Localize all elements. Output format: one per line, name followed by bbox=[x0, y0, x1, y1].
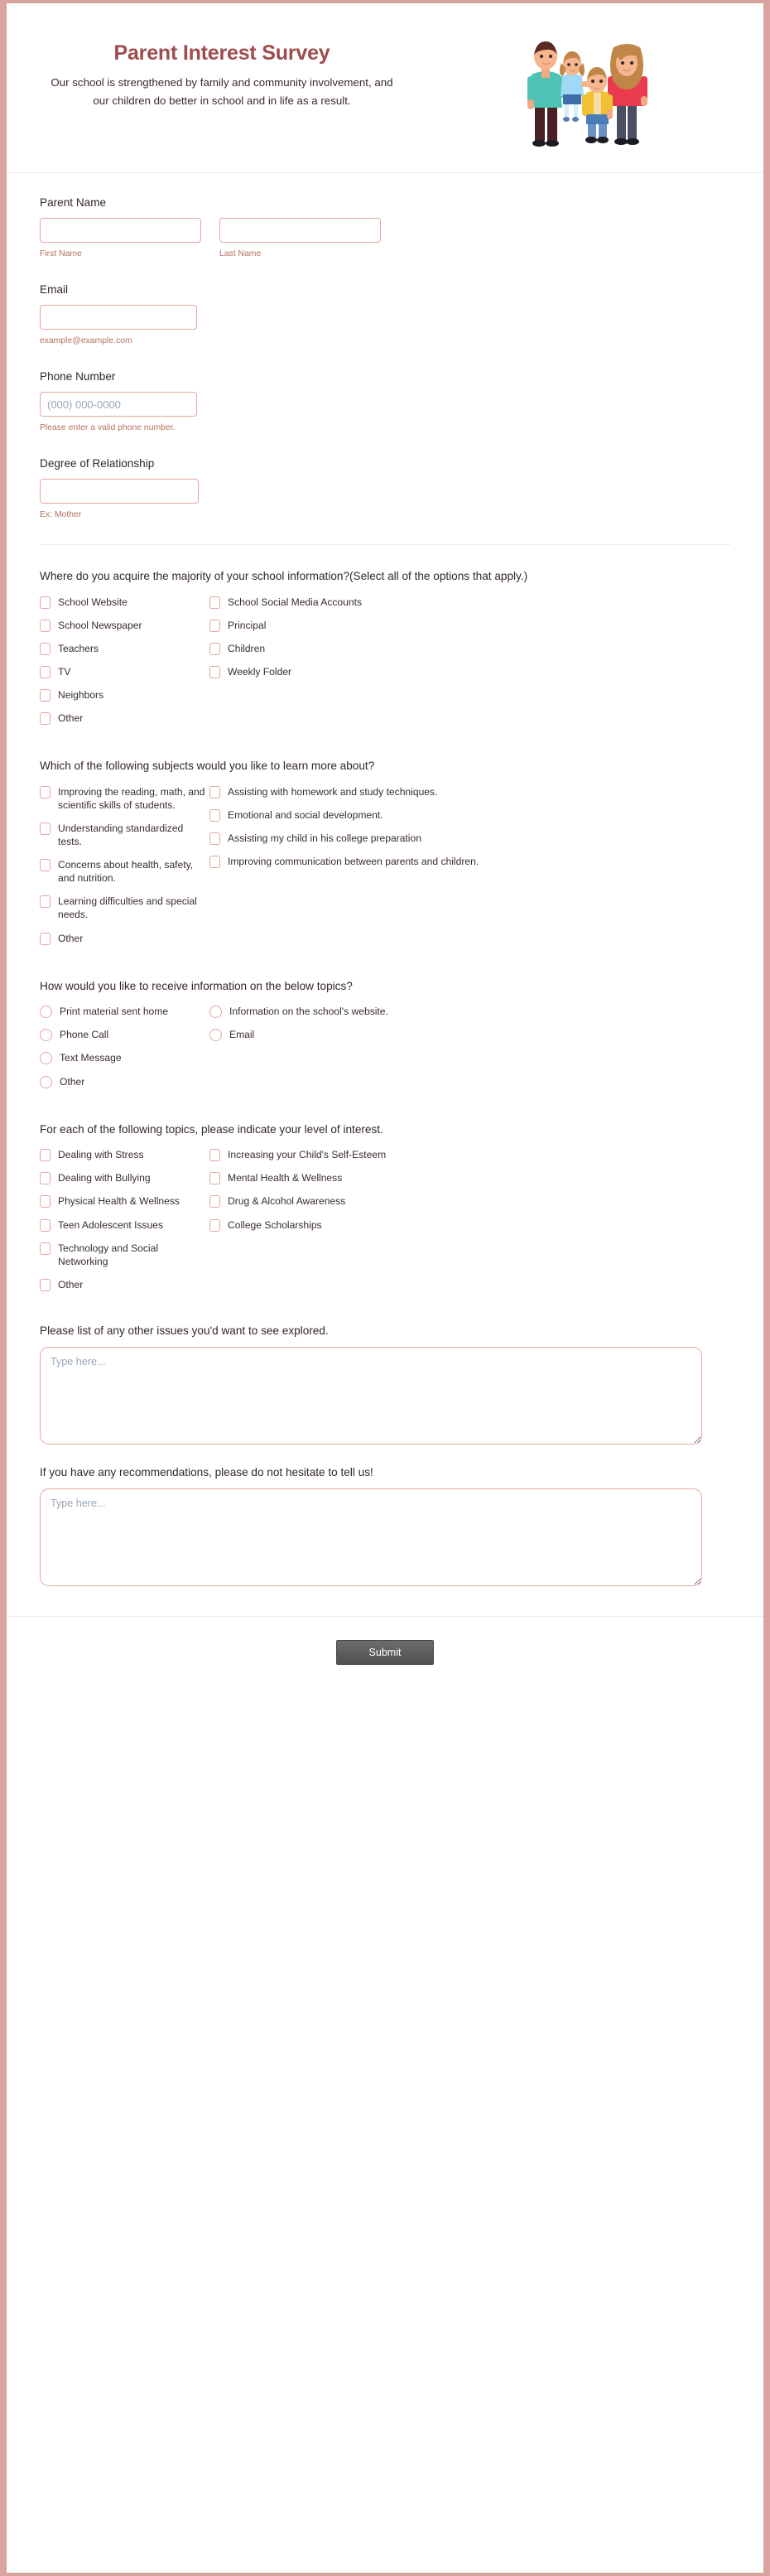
choice-label: Principal bbox=[228, 619, 267, 631]
radio-option[interactable] bbox=[40, 1005, 209, 1018]
checkbox-option[interactable] bbox=[40, 619, 209, 632]
checkbox-option[interactable] bbox=[40, 712, 209, 725]
choice-label: Other bbox=[58, 712, 84, 725]
checkbox-option[interactable] bbox=[209, 832, 730, 845]
checkbox-option[interactable] bbox=[40, 1148, 209, 1161]
choice-label: Phone Call bbox=[60, 1029, 109, 1041]
checkbox-icon[interactable] bbox=[40, 1219, 51, 1232]
checkbox-option[interactable] bbox=[40, 932, 209, 945]
checkbox-option[interactable] bbox=[40, 1218, 209, 1232]
choice-label: TV bbox=[58, 665, 71, 678]
radio-option[interactable] bbox=[40, 1028, 209, 1041]
checkbox-option[interactable] bbox=[40, 785, 209, 812]
submit-button[interactable]: Submit bbox=[336, 1640, 434, 1665]
group-question: Where do you acquire the majority of your school information?(Select all of the options that apply.) bbox=[40, 570, 528, 582]
checkbox-icon[interactable] bbox=[209, 620, 220, 632]
checkbox-option[interactable] bbox=[209, 642, 730, 655]
form-footer bbox=[7, 1616, 763, 1700]
choice-column-right bbox=[209, 1148, 730, 1301]
checkbox-icon[interactable] bbox=[209, 856, 220, 868]
choice-label: Other bbox=[58, 932, 84, 944]
choice-label: Assisting with homework and study techniques. bbox=[228, 785, 438, 798]
section-divider bbox=[40, 544, 730, 545]
choice-group bbox=[40, 978, 730, 1098]
phone-input[interactable] bbox=[40, 392, 197, 417]
header-text-block bbox=[40, 31, 396, 109]
radio-icon[interactable] bbox=[40, 1052, 52, 1064]
checkbox-option[interactable] bbox=[209, 1194, 730, 1208]
field-phone bbox=[40, 370, 730, 432]
checkbox-option[interactable] bbox=[40, 1171, 209, 1184]
checkbox-icon[interactable] bbox=[209, 809, 220, 822]
checkbox-icon[interactable] bbox=[40, 933, 51, 945]
choice-label: School Newspaper bbox=[58, 619, 142, 631]
choice-group bbox=[40, 1122, 730, 1301]
checkbox-option[interactable] bbox=[209, 855, 730, 868]
checkbox-icon[interactable] bbox=[40, 1279, 51, 1291]
choice-label: Dealing with Bullying bbox=[58, 1172, 151, 1184]
checkbox-option[interactable] bbox=[209, 619, 730, 632]
relationship-input[interactable] bbox=[40, 479, 199, 504]
radio-icon[interactable] bbox=[40, 1006, 52, 1018]
checkbox-icon[interactable] bbox=[209, 643, 220, 655]
parent-name-label: Parent Name bbox=[40, 196, 107, 209]
phone-label: Phone Number bbox=[40, 370, 116, 383]
phone-hint: Please enter a valid phone number. bbox=[40, 423, 176, 432]
free-text-input[interactable] bbox=[40, 1488, 702, 1586]
checkbox-option[interactable] bbox=[40, 858, 209, 885]
radio-option[interactable] bbox=[209, 1005, 730, 1018]
group-question: Which of the following subjects would you like to learn more about? bbox=[40, 760, 375, 773]
choice-label: Increasing your Child's Self-Esteem bbox=[228, 1149, 387, 1161]
free-text-block bbox=[40, 1324, 730, 1445]
checkbox-option[interactable] bbox=[40, 688, 209, 702]
choice-column-right bbox=[209, 785, 730, 955]
choice-groups bbox=[40, 568, 730, 1301]
checkbox-icon[interactable] bbox=[40, 596, 51, 609]
checkbox-option[interactable] bbox=[209, 1171, 730, 1184]
choice-grid bbox=[40, 785, 730, 955]
choice-label: Improving communication between parents and children. bbox=[228, 856, 479, 868]
choice-label: Teachers bbox=[58, 642, 99, 654]
checkbox-icon[interactable] bbox=[209, 596, 220, 609]
checkbox-option[interactable] bbox=[40, 1278, 209, 1291]
field-email bbox=[40, 283, 730, 345]
checkbox-option[interactable] bbox=[40, 596, 209, 609]
checkbox-icon[interactable] bbox=[209, 1172, 220, 1184]
radio-icon[interactable] bbox=[40, 1029, 52, 1041]
field-relationship bbox=[40, 457, 730, 519]
choice-label: Neighbors bbox=[58, 689, 104, 702]
free-text-sections bbox=[40, 1324, 730, 1586]
checkbox-icon[interactable] bbox=[209, 786, 220, 798]
choice-label: School Social Media Accounts bbox=[228, 596, 363, 608]
checkbox-icon[interactable] bbox=[40, 859, 51, 871]
checkbox-icon[interactable] bbox=[40, 822, 51, 835]
checkbox-icon[interactable] bbox=[209, 1195, 220, 1208]
choice-label: Dealing with Stress bbox=[58, 1149, 144, 1161]
relationship-label: Degree of Relationship bbox=[40, 457, 155, 470]
checkbox-icon[interactable] bbox=[40, 786, 51, 798]
checkbox-option[interactable] bbox=[40, 665, 209, 678]
checkbox-icon[interactable] bbox=[40, 1242, 51, 1255]
first-name-input[interactable] bbox=[40, 218, 201, 243]
choice-label: Learning difficulties and special needs. bbox=[58, 895, 197, 921]
choice-label: Mental Health & Wellness bbox=[228, 1172, 343, 1184]
checkbox-icon[interactable] bbox=[40, 643, 51, 655]
choice-label: Teen Adolescent Issues bbox=[58, 1218, 164, 1231]
checkbox-option[interactable] bbox=[40, 1194, 209, 1208]
checkbox-icon[interactable] bbox=[209, 832, 220, 845]
choice-label: Physical Health & Wellness bbox=[58, 1195, 180, 1208]
choice-column-left bbox=[40, 1148, 209, 1301]
choice-label: School Website bbox=[58, 596, 128, 608]
checkbox-option[interactable] bbox=[209, 785, 730, 798]
radio-icon[interactable] bbox=[209, 1006, 222, 1018]
field-parent-name bbox=[40, 196, 730, 258]
radio-icon[interactable] bbox=[40, 1076, 52, 1088]
choice-label: Understanding standardized tests. bbox=[58, 822, 184, 848]
group-question: For each of the following topics, please indicate your level of interest. bbox=[40, 1122, 383, 1136]
checkbox-option[interactable] bbox=[209, 596, 730, 609]
choice-column-left bbox=[40, 1005, 209, 1097]
choice-column-right bbox=[209, 1005, 730, 1097]
checkbox-icon[interactable] bbox=[40, 689, 51, 702]
choice-label: Print material sent home bbox=[60, 1006, 169, 1018]
choice-label: Other bbox=[60, 1075, 85, 1088]
checkbox-option[interactable] bbox=[209, 808, 730, 822]
checkbox-option[interactable] bbox=[209, 1218, 730, 1232]
checkbox-icon[interactable] bbox=[209, 1149, 220, 1161]
choice-label: Concerns about health, safety, and nutrition. bbox=[58, 859, 194, 885]
choice-label: Drug & Alcohol Awareness bbox=[228, 1195, 346, 1208]
form-header bbox=[7, 3, 763, 173]
choice-label: Children bbox=[228, 642, 266, 654]
choice-group bbox=[40, 568, 730, 735]
checkbox-icon[interactable] bbox=[40, 895, 51, 908]
checkbox-icon[interactable] bbox=[40, 1149, 51, 1161]
email-hint: example@example.com bbox=[40, 336, 132, 345]
choice-group bbox=[40, 758, 730, 954]
form-body bbox=[7, 173, 763, 1616]
email-input[interactable] bbox=[40, 305, 197, 330]
free-text-input[interactable] bbox=[40, 1347, 702, 1445]
free-text-label: If you have any recommendations, please do not hesitate to tell us! bbox=[40, 1465, 373, 1479]
checkbox-option[interactable] bbox=[209, 665, 730, 678]
free-text-label: Please list of any other issues you'd want to see explored. bbox=[40, 1324, 329, 1337]
last-name-input[interactable] bbox=[219, 218, 381, 243]
checkbox-icon[interactable] bbox=[209, 1219, 220, 1232]
checkbox-option[interactable] bbox=[40, 642, 209, 655]
last-name-hint: Last Name bbox=[219, 249, 262, 258]
checkbox-option[interactable] bbox=[40, 822, 209, 848]
checkbox-icon[interactable] bbox=[40, 620, 51, 632]
free-text-block bbox=[40, 1466, 730, 1586]
email-label: Email bbox=[40, 283, 68, 296]
first-name-hint: First Name bbox=[40, 249, 82, 258]
radio-option[interactable] bbox=[40, 1075, 209, 1088]
checkbox-icon[interactable] bbox=[40, 1195, 51, 1208]
checkbox-icon[interactable] bbox=[40, 1172, 51, 1184]
choice-grid bbox=[40, 1148, 730, 1301]
choice-label: Assisting my child in his college preparation bbox=[228, 832, 421, 845]
checkbox-icon[interactable] bbox=[40, 666, 51, 678]
page-title: Parent Interest Survey bbox=[113, 41, 330, 65]
radio-option[interactable] bbox=[209, 1028, 730, 1041]
choice-grid bbox=[40, 1005, 730, 1097]
choice-column-right bbox=[209, 596, 730, 735]
checkbox-option[interactable] bbox=[209, 1148, 730, 1161]
choice-label: Improving the reading, math, and scientific skills of students. bbox=[58, 785, 205, 811]
checkbox-option[interactable] bbox=[40, 1242, 209, 1268]
family-illustration-icon bbox=[517, 33, 666, 149]
choice-label: College Scholarships bbox=[228, 1218, 322, 1231]
choice-label: Weekly Folder bbox=[228, 665, 292, 678]
choice-label: Text Message bbox=[60, 1052, 122, 1064]
choice-label: Emotional and social development. bbox=[228, 808, 383, 821]
choice-column-left bbox=[40, 596, 209, 735]
relationship-hint: Ex: Mother bbox=[40, 510, 82, 519]
choice-label: Email bbox=[229, 1029, 255, 1041]
form-sheet bbox=[7, 3, 763, 2573]
checkbox-option[interactable] bbox=[40, 895, 209, 921]
checkbox-icon[interactable] bbox=[40, 712, 51, 725]
radio-option[interactable] bbox=[40, 1051, 209, 1064]
form-subtitle: Our school is strengthened by family and community involvement, and our children do better in school and in life as a result. bbox=[51, 76, 393, 107]
group-question: How would you like to receive information on the below topics? bbox=[40, 979, 353, 992]
checkbox-icon[interactable] bbox=[209, 666, 220, 678]
choice-grid bbox=[40, 596, 730, 735]
choice-label: Other bbox=[58, 1278, 84, 1290]
choice-label: Technology and Social Networking bbox=[58, 1242, 159, 1267]
radio-icon[interactable] bbox=[209, 1029, 222, 1041]
choice-label: Information on the school's website. bbox=[229, 1006, 388, 1018]
choice-column-left bbox=[40, 785, 209, 955]
